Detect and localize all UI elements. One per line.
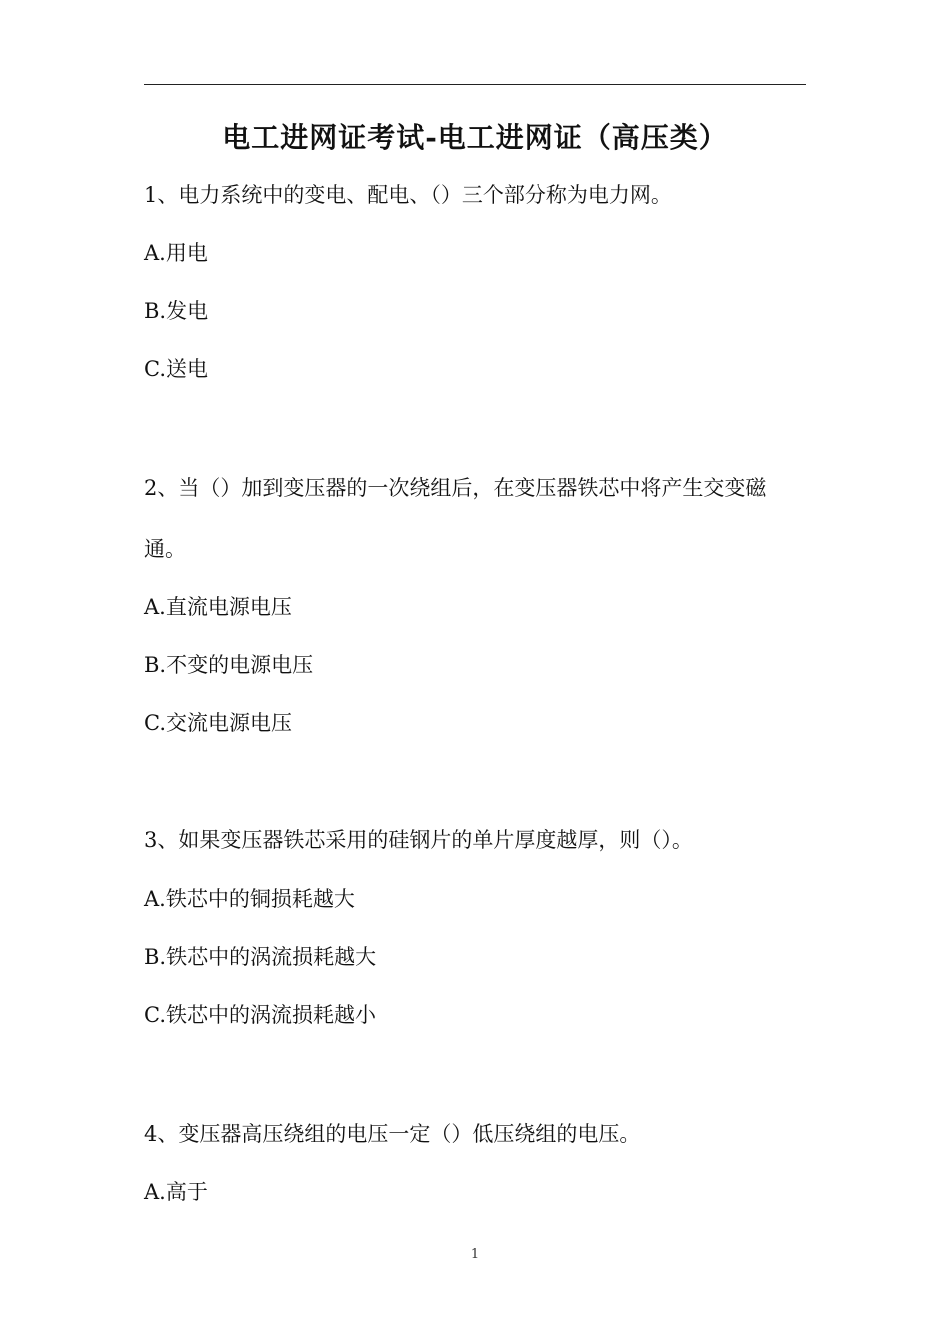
question-3-option-a: A.铁芯中的铜损耗越大: [144, 887, 355, 911]
question-4-option-a: A.高于: [144, 1180, 208, 1204]
page-number: 1: [470, 1247, 480, 1262]
question-2-stem: 2、当（）加到变压器的一次绕组后，在变压器铁芯中将产生交变磁: [144, 476, 767, 500]
question-2-option-c: C.交流电源电压: [144, 711, 292, 735]
question-1-option-c: C.送电: [144, 357, 208, 381]
question-2-option-a: A.直流电源电压: [144, 595, 292, 619]
header-rule: [144, 84, 806, 85]
document-title: 电工进网证考试-电工进网证（高压类）: [222, 121, 728, 154]
question-1-option-a: A.用电: [144, 241, 208, 265]
question-3-option-c: C.铁芯中的涡流损耗越小: [144, 1003, 376, 1027]
question-2-stem-continued: 通。: [144, 537, 186, 561]
question-4-stem: 4、变压器高压绕组的电压一定（）低压绕组的电压。: [144, 1122, 641, 1146]
question-1-option-b: B.发电: [144, 299, 209, 323]
question-3-stem: 3、如果变压器铁芯采用的硅钢片的单片厚度越厚，则（）。: [144, 828, 693, 852]
question-2-option-b: B.不变的电源电压: [144, 653, 314, 677]
question-1-stem: 1、电力系统中的变电、配电、（）三个部分称为电力网。: [144, 183, 672, 207]
question-3-option-b: B.铁芯中的涡流损耗越大: [144, 945, 377, 969]
